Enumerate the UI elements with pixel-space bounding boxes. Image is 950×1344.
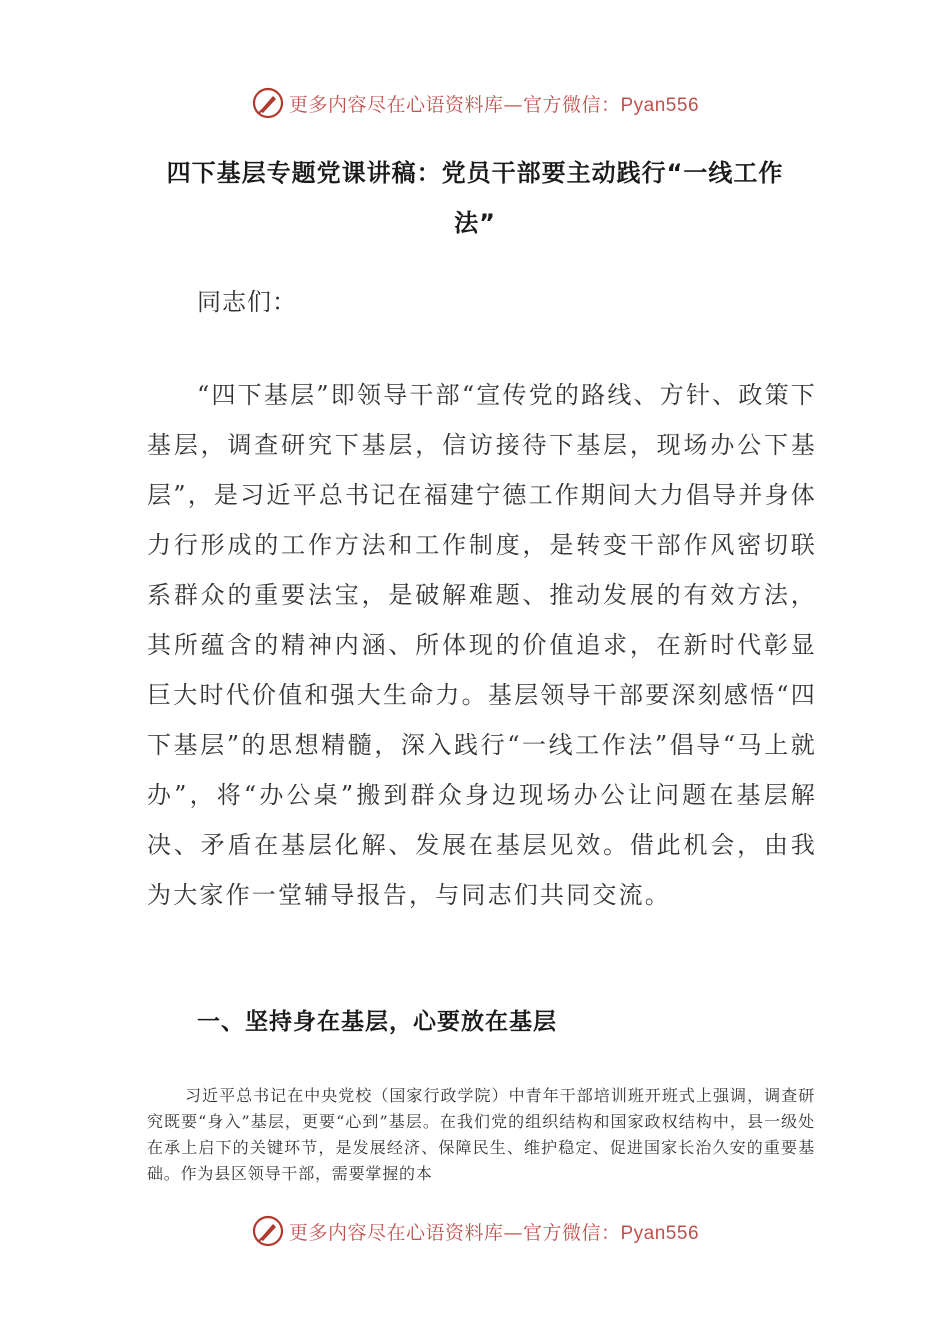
greeting: 同志们： xyxy=(197,288,297,316)
watermark-banner-top xyxy=(0,83,950,123)
section1-paragraph: 习近平总书记在中央党校（国家行政学院）中青年干部培训班开班式上强调，调查研究既要“身入”基层，更要“心到”基层。在我们党的组织结构和国家政权结构中，县一级处在承上启下的关键环节，是发展经济、保障民生、维护稳定、促进国家长治久安的重要基础。作为县区领导干部，需要掌握的本 xyxy=(147,1086,815,1183)
watermark-text: 更多内容尽在心语资料库—官方微信：Pyan556 xyxy=(288,93,700,116)
document-title: 四下基层专题党课讲稿：党员干部要主动践行“一线工作法” xyxy=(166,159,784,237)
section-heading-1: 一、坚持身在基层，心要放在基层 xyxy=(197,1009,557,1035)
pen-logo-icon xyxy=(251,86,285,120)
pen-logo-icon xyxy=(251,1214,285,1248)
intro-paragraph: “四下基层”即领导干部“宣传党的路线、方针、政策下基层，调查研究下基层，信访接待下基层，现场办公下基层”，是习近平总书记在福建宁德工作期间大力倡导并身体力行形成的工作方法和工作制度，是转变干部作风密切联系群众的重要法宝，是破解难题、推动发展的有效方法，其所蕴含的精神内涵、所体现的价值追求，在新时代彰显巨大时代价值和强大生命力。基层领导干部要深刻感悟“四下基层”的思想精髓，深入践行“一线工作法”倡导“马上就办”，将“办公桌”搬到群众身边现场办公让问题在基层解决、矛盾在基层化解、发展在基层见效。借此机会，由我为大家作一堂辅导报告，与同志们共同交流。 xyxy=(147,381,817,909)
watermark-banner-bottom xyxy=(0,1211,950,1251)
watermark-text: 更多内容尽在心语资料库—官方微信：Pyan556 xyxy=(288,1221,700,1244)
